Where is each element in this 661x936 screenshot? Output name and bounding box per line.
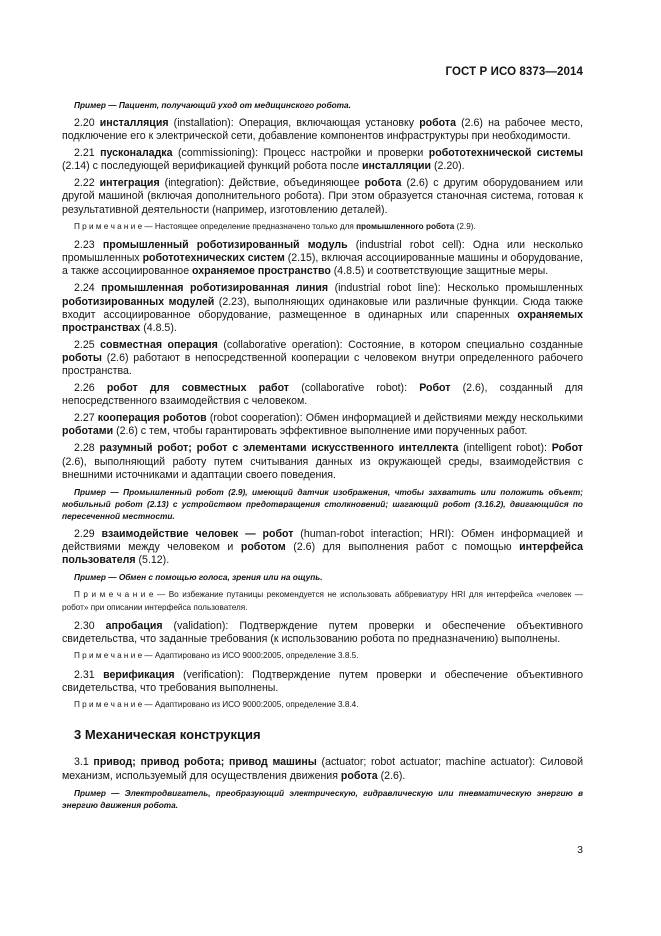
- term-definition: 2.24 промышленная роботизированная линия (industrial robot line): Несколько промышленных роботизированных модулей (2.23), выполняющих одинаковые или различные функции. Сюда также входит ассоциированное оборудование, размещенное в одинарных или спаренных охраняемых пространствах (4.8.5).: [62, 282, 583, 334]
- example-text: Пример — Пациент, получающий уход от медицинского робота.: [74, 100, 351, 110]
- term-definition: 2.27 кооперация роботов (robot cooperation): Обмен информацией и действиями между несколькими роботами (2.6) с тем, чтобы гарантировать эффективное выполнение ими порученных работ.: [62, 412, 583, 438]
- note-text: П р и м е ч а н и е — Адаптировано из ИСО 9000:2005, определение 3.8.5.: [74, 651, 359, 661]
- example-text: Пример — Электродвигатель, преобразующий электрическую, гидравлическую или пневматическую энергию в энергию движения робота.: [62, 787, 583, 810]
- term-definition: 2.30 апробация (validation): Подтверждение путем проверки и обеспечение объективного свидетельства, что заданные требования (к использованию робота по предназначению) выполнены.: [62, 620, 584, 646]
- note-text: П р и м е ч а н и е — Настоящее определение предназначено только для промышленного робота (2.9).: [74, 221, 476, 231]
- term-definition: 2.22 интеграция (integration): Действие, объединяющее робота (2.6) с другим оборудованием или другой машиной (включая дополнительного робота). При этом образуется станочная система, готовая к результативной деятельности (например, изготовлению деталей).: [62, 177, 583, 216]
- page-number: 3: [577, 844, 583, 856]
- note-text: П р и м е ч а н и е — Адаптировано из ИСО 9000:2005, определение 3.8.4.: [74, 699, 359, 709]
- example-text: Пример — Обмен с помощью голоса, зрения или на ощупь.: [74, 572, 323, 583]
- document-header: ГОСТ Р ИСО 8373—2014: [445, 66, 583, 78]
- term-definition: 2.28 разумный робот; робот с элементами искусственного интеллекта (intelligent robot): Робот (2.6), выполняющий работу путем считывания данных из окружающей среды, взаимодействия с внешними источниками и адаптации своего поведения.: [62, 442, 583, 481]
- term-definition: 2.31 верификация (verification): Подтверждение путем проверки и обеспечение объективного свидетельства, что требования выполнены.: [62, 668, 584, 694]
- term-definition: 2.21 пусконаладка (commissioning): Процесс настройки и проверки робототехнической системы (2.14) с последующей верификацией функций робота после инсталляции (2.20).: [62, 147, 583, 173]
- term-definition: 2.26 робот для совместных работ (collaborative robot): Робот (2.6), созданный для непосредственного взаимодействия с человеком.: [62, 382, 584, 408]
- note-text: П р и м е ч а н и е — Во избежание путаницы рекомендуется не использовать аббревиатуру HRI для интерфейса «человек — робот» при описании интерфейса пользователя.: [62, 590, 583, 612]
- section-heading: 3 Механическая конструкция: [74, 727, 261, 743]
- term-definition: 2.23 промышленный роботизированный модуль (industrial robot cell): Одна или несколько промышленных робототехнических систем (2.15), включая ассоциированные машины и оборудование, а также ассоциированное охраняемое пространство (4.8.5) и соответствующие защитные меры.: [62, 239, 584, 278]
- term-definition: 2.20 инсталляция (installation): Операция, включающая установку робота (2.6) на рабочее место, подключение его к электрической сети, добавление компонентов инфраструктуры при необходимости.: [62, 117, 583, 143]
- document-body: [62, 96, 583, 817]
- term-definition: 3.1 привод; привод робота; привод машины (actuator; robot actuator; machine actuator): Силовой механизм, используемый для осуществления движения робота (2.6).: [62, 756, 583, 782]
- example-text: Пример — Промышленный робот (2.9), имеющий датчик изображения, чтобы захватить или положить объект; мобильный робот (2.13) с устройством предотвращения столкновений; шагающий робот (3.16.2), двигающийся по пересеченной местности.: [62, 486, 583, 521]
- term-definition: 2.25 совместная операция (collaborative operation): Состояние, в котором специально созданные роботы (2.6) работают в непосредственной кооперации с человеком внутри определенного рабочего пространства.: [62, 338, 583, 377]
- term-definition: 2.29 взаимодействие человек — робот (human-robot interaction; HRI): Обмен информацией и действиями между человеком и роботом (2.6) для выполнения работ с помощью интерфейса пользователя (5.12).: [62, 527, 583, 566]
